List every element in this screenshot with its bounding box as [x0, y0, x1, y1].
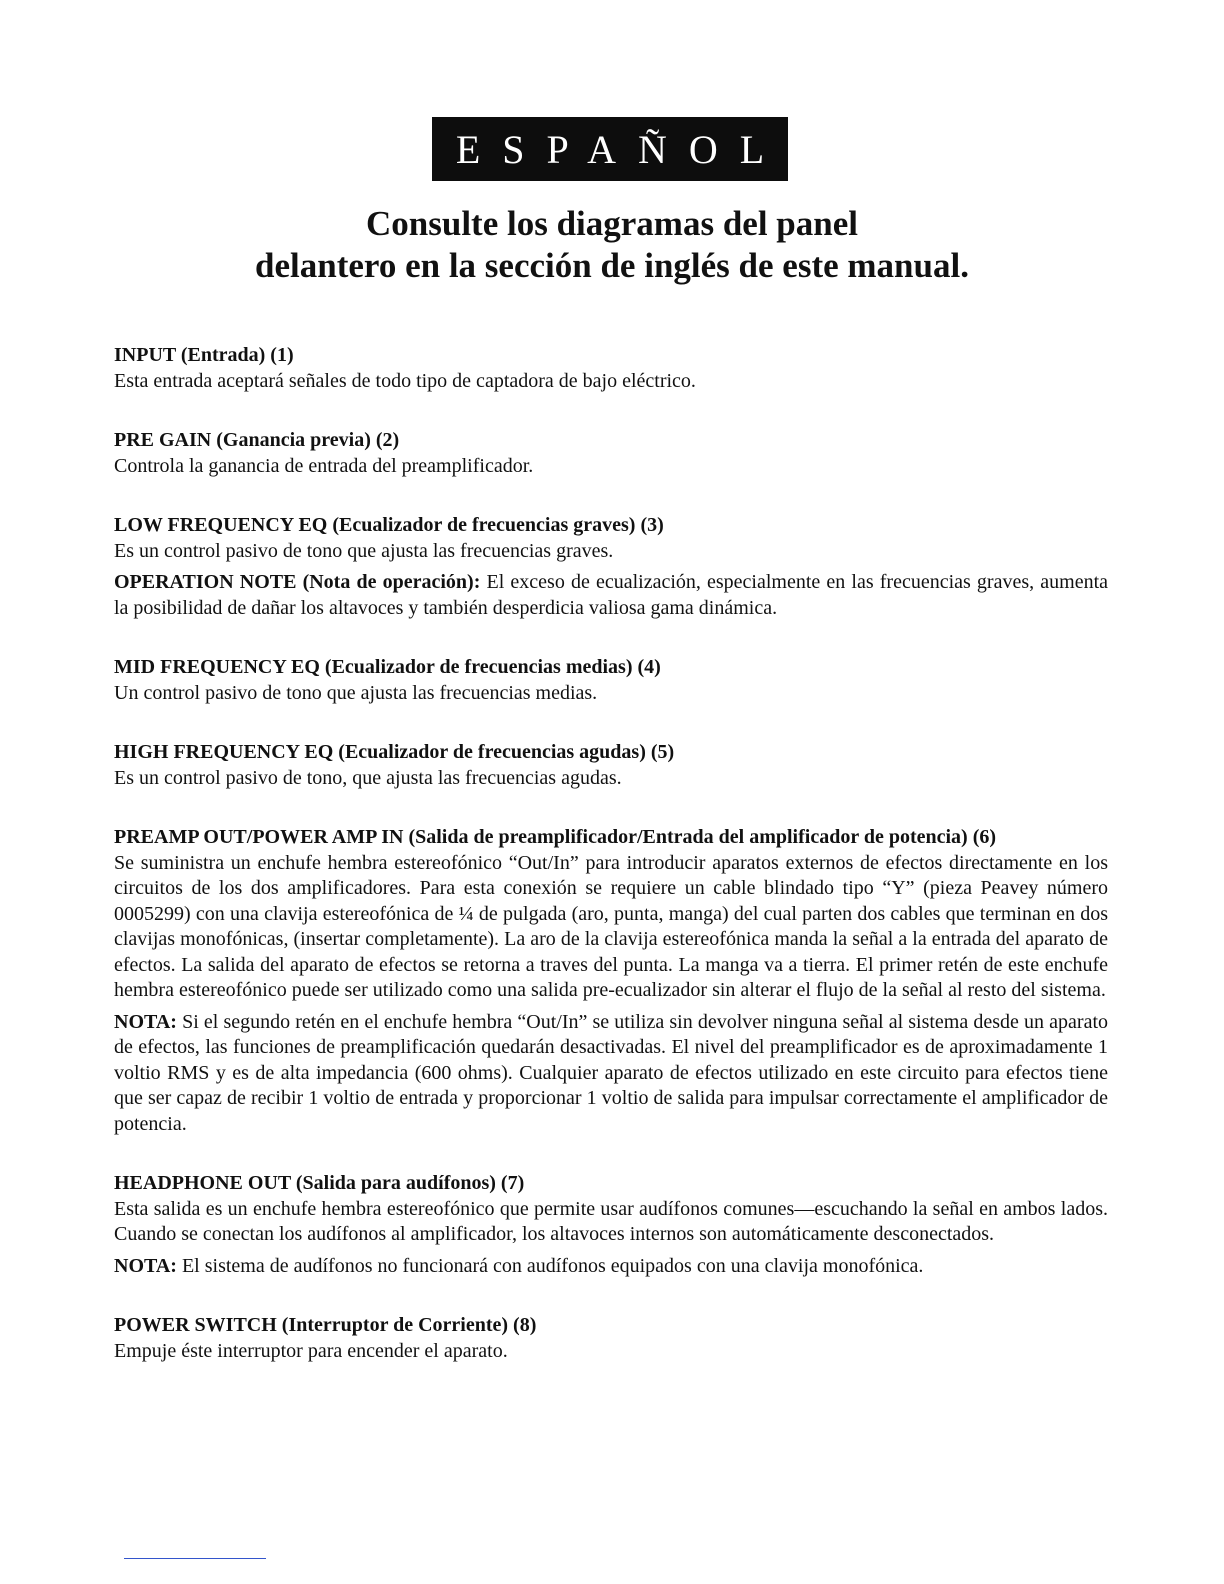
operation-note [114, 570, 1108, 621]
section-high-frequency-eq [114, 740, 1108, 791]
section-text: Esta salida es un enchufe hembra estereofónico que permite usar audífonos comunes—escuchando la señal en ambos lados. Cuando se conectan los audífonos al amplificador, los altavoces internos son automáticamente desconectados. [114, 1197, 1108, 1245]
section-title: INPUT (Entrada) (1) [114, 344, 294, 366]
section-text: Empuje éste interruptor para encender el aparato. [114, 1339, 508, 1362]
content-body [114, 343, 1108, 1398]
language-banner: ESPAÑOL [432, 117, 788, 181]
section-title: MID FREQUENCY EQ (Ecualizador de frecuencias medias) (4) [114, 656, 661, 678]
headphone-note [114, 1254, 1108, 1280]
section-power-switch [114, 1313, 1108, 1364]
section-title: POWER SWITCH (Interruptor de Corriente) (8) [114, 1314, 537, 1336]
section-text: Es un control pasivo de tono que ajusta las frecuencias graves. [114, 539, 614, 562]
section-title: PRE GAIN (Ganancia previa) (2) [114, 429, 400, 451]
section-title: HEADPHONE OUT (Salida para audífonos) (7) [114, 1172, 525, 1194]
note-text: El sistema de audífonos no funcionará con audífonos equipados con una clavija monofónica. [181, 1254, 924, 1277]
note-label: OPERATION NOTE (Nota de operación): [114, 571, 481, 593]
note-text: El exceso de ecualización, especialmente en las frecuencias graves, aumenta la posibilidad de dañar los altavoces y también desperdicia valiosa gama dinámica. [114, 571, 1109, 619]
section-title: PREAMP OUT/POWER AMP IN (Salida de preamplificador/Entrada del amplificador de potencia) (6) [114, 826, 997, 848]
section-title: HIGH FREQUENCY EQ (Ecualizador de frecuencias agudas) (5) [114, 741, 675, 763]
preamp-note [114, 1010, 1108, 1138]
section-title: LOW FREQUENCY EQ (Ecualizador de frecuencias graves) (3) [114, 514, 664, 536]
note-text: Si el segundo retén en el enchufe hembra “Out/In” se utiliza sin devolver ninguna señal al sistema desde un aparato de efectos, las funciones de preamplificación quedarán desactivadas. El nivel del preamplificador es de aproximadamente 1 voltio RMS y es de alta impedancia (600 ohms). Cualquier aparato de efectos utilizado en este circuito para efectos tiene que ser capaz de recibir 1 voltio de entrada y proporcionar 1 voltio de salida para impulsar correctamente el amplificador de potencia. [114, 1010, 1108, 1135]
section-text: Es un control pasivo de tono, que ajusta las frecuencias agudas. [114, 766, 622, 789]
section-text: Esta entrada aceptará señales de todo tipo de captadora de bajo eléctrico. [114, 369, 696, 392]
section-low-frequency-eq [114, 513, 1108, 621]
section-text: Un control pasivo de tono que ajusta las frecuencias medias. [114, 681, 598, 704]
section-text: Se suministra un enchufe hembra estereofónico “Out/In” para introducir aparatos externos de efectos directamente en los circuitos de los dos amplificadores. Para esta conexión se requiere un cable blindado tipo “Y” (pieza Peavey número 0005299) con una clavija estereofónica de ¼ de pulgada (aro, punta, manga) del cual parten dos cables que terminan en dos clavijas monofónicas, (insertar completamente). La aro de la clavija estereofónica manda la señal a la entrada del aparato de efectos. La salida del aparato de efectos se retorna a traves del punta. La manga va a tierra. El primer retén de este enchufe hembra estereofónico puede ser utilizado como una salida pre-ecualizador sin alterar el flujo de la señal al resto del sistema. [114, 851, 1108, 1001]
note-label: NOTA: [114, 1254, 177, 1277]
page-heading [0, 203, 1224, 287]
section-input [114, 343, 1108, 394]
section-preamp-out [114, 825, 1108, 1137]
section-headphone-out [114, 1171, 1108, 1279]
footer-rule [124, 1558, 266, 1559]
section-pre-gain [114, 428, 1108, 479]
heading-line-2: delantero en la sección de inglés de este manual. [255, 246, 969, 285]
heading-line-1: Consulte los diagramas del panel [366, 204, 858, 243]
note-label: NOTA: [114, 1010, 177, 1033]
section-text: Controla la ganancia de entrada del preamplificador. [114, 454, 534, 477]
section-mid-frequency-eq [114, 655, 1108, 706]
